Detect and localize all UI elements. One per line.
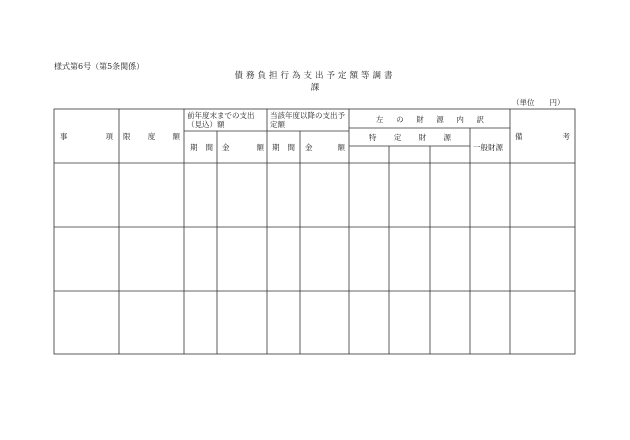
header-amount-prev: 金 額	[222, 143, 264, 152]
header-prev-year-group: 前年度末までの支出（見込）額	[187, 111, 255, 130]
unit-label: （単位 円）	[512, 98, 565, 107]
header-general-funding: 一般財源	[473, 143, 503, 152]
header-remarks: 備 考	[515, 132, 570, 141]
department-label: 課	[310, 83, 320, 93]
header-period-current: 期 間	[272, 143, 295, 152]
header-current-year-group: 当該年度以降の支出予定額	[270, 111, 345, 130]
header-funding-breakdown: 左 の 財 源 内 訳	[376, 115, 484, 124]
header-item: 事 項	[60, 132, 113, 141]
header-period-prev: 期 間	[190, 143, 213, 152]
header-specific-funding: 特 定 財 源	[369, 133, 451, 142]
document-title: 債務負担行為支出予定額等調書	[234, 71, 396, 81]
header-limit-amount: 限 度 額	[123, 132, 180, 141]
header-amount-current: 金 額	[305, 143, 345, 152]
form-number: 様式第6号（第5条関係）	[54, 62, 145, 71]
